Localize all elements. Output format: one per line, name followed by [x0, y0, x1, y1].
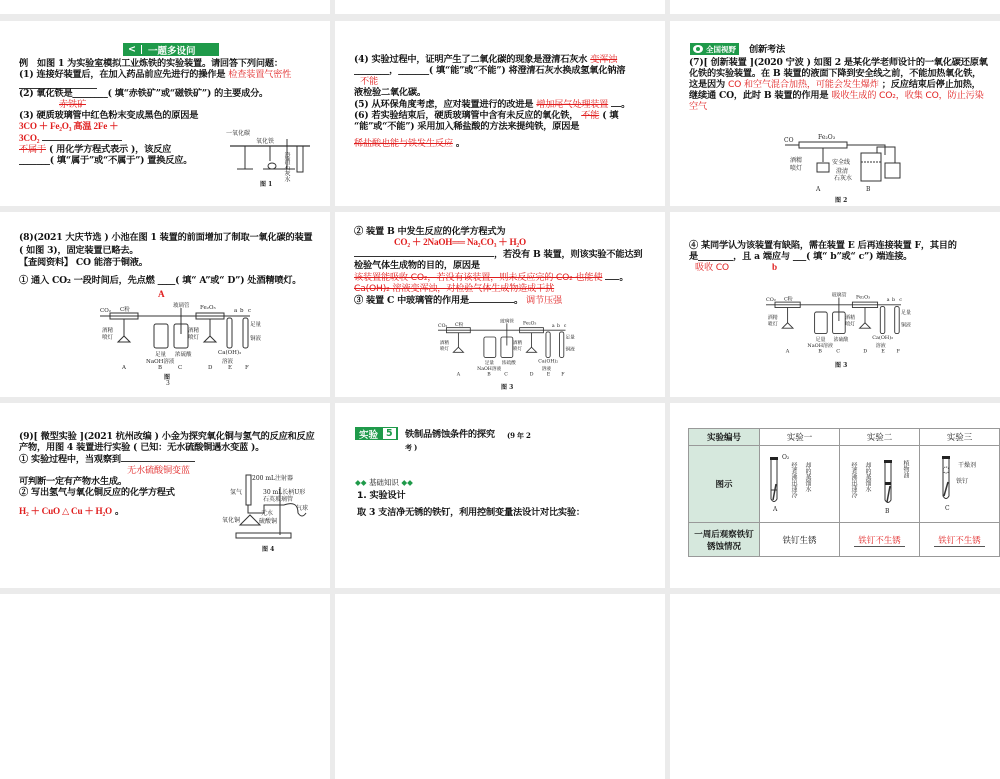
label-device: E [881, 348, 885, 355]
label-lamp-d: 酒精 [845, 315, 856, 321]
slide-thumb-next-3[interactable] [670, 594, 1000, 779]
answer-line [354, 248, 494, 257]
slide-thumb-4[interactable] [0, 212, 330, 397]
nation-view-badge: 全国视野 [690, 43, 739, 55]
label-fe2o3: Fe₂O₃ [200, 305, 216, 311]
label-fe2o3: Fe₂O₃ [856, 294, 871, 301]
label-syringe: 200 mL注射器 [252, 475, 294, 482]
figure-caption: 图 1 [260, 181, 273, 188]
result-cell: 铁钉生锈 [760, 523, 840, 557]
slide-3-text [689, 57, 991, 112]
slide-thumb-3[interactable] [670, 21, 1000, 206]
question-4-cont: ________，_______( 填“能”或“不能”) 将澄清石灰水换成氢氧化钠溶 [354, 65, 626, 76]
label-device: B [158, 365, 163, 371]
result-cell: 铁钉不生锈 [920, 523, 1000, 557]
label-caoh2: Ca(OH)₂ [218, 350, 242, 356]
label-cu: 足量 [901, 310, 911, 316]
question-7: (7)[ 创新装置 ](2020 宁波 ) 如图 2 是某化学老师设计的一氧化碳还原氧 [689, 57, 988, 68]
slide-5-text [354, 226, 656, 306]
eye-icon [693, 45, 703, 53]
answer-9-2-equation: H₂ ＋ CuO △ Cu ＋ H₂O [19, 506, 113, 516]
label-lamp-d: 酒精 [512, 340, 523, 346]
label-lamp-d2: 喷灯 [188, 335, 200, 341]
label-cu2: 铜液 [565, 347, 575, 353]
result-cell: 铁钉不生锈 [840, 523, 920, 557]
label-lamp: 酒精 [790, 157, 803, 164]
question-8-3: ③ 装置 C 中玻璃管的作用是 [354, 295, 469, 306]
label-device: A [122, 365, 126, 371]
slide-thumb-2[interactable] [335, 21, 665, 206]
label-naoh: 足量 [155, 352, 167, 358]
period: 。 [455, 138, 465, 149]
answer-line [605, 271, 619, 280]
label-port: b [892, 297, 896, 303]
question-8: (8)(2021 大庆节选 ) 小池在图 1 装置的前面增加了制取一氧化碳的装置 [19, 232, 313, 243]
question-3-cont2: _______( 填“属于”或“不属于”) 置换反应。 [19, 155, 193, 166]
section-title: 创新考法 [749, 44, 785, 55]
label-c-powder: C粉 [784, 296, 793, 303]
answer-8-2-equation: CO₂ ＋ 2NaOH══ Na₂CO₃ ＋ H₂O [394, 237, 526, 247]
label-naoh: 足量 [484, 360, 495, 366]
label-port: a [551, 323, 555, 329]
figure-cell-c [920, 446, 1000, 523]
label-caoh2-2: 溶液 [875, 343, 886, 349]
label-device: F [561, 371, 565, 377]
table-header: 实验三 [920, 429, 1000, 446]
label-caoh2-2: 溶液 [541, 366, 552, 372]
label-co2: CO₂ [766, 297, 776, 303]
label-device: C [504, 371, 508, 377]
label-port: c [563, 323, 567, 329]
label-a: A [816, 186, 821, 193]
question-8-1: ① 通入 CO₂ 一段时间后，先点燃 ____( 填“ A”或“ D”) 处酒精喷灯。 [19, 275, 302, 286]
label-naoh2: NaOH溶液 [807, 343, 833, 349]
label-co: 一氧化碳 [226, 130, 251, 137]
answer-4: 不属于 [19, 144, 46, 155]
answer-7a: CO 和空气混合加热，可能会发生爆炸 [727, 79, 879, 90]
question-4: (4) 实验过程中，证明产生了二氧化碳的现象是澄清石灰水 [354, 54, 588, 65]
figure-cell-b [840, 446, 920, 523]
period: 。 [115, 506, 125, 517]
question-9-1-cont: 可判断一定有产物水生成。 [19, 476, 127, 487]
question-9: (9)[ 微型实验 ](2021 杭州改编 ) 小金为探究氧化铜与氢气的反应和反应 [19, 431, 315, 442]
label-device: B [818, 348, 822, 355]
figure-caption: 图 [164, 374, 171, 381]
answer-8-4a: 吸收 CO [695, 262, 729, 273]
label-water-2: 却的蒸馏水 [804, 462, 811, 492]
label-cu: 足量 [250, 322, 262, 328]
label-water-2: 却的蒸馏水 [864, 462, 871, 492]
label-utube2: 石英玻璃管 [263, 496, 294, 503]
question-8-4-cont: 是________，且 a 端应与 ___( 填“ b”或“ c”) 端连接。 [689, 251, 913, 262]
label-b: B [885, 508, 890, 515]
answer-line [469, 294, 514, 303]
slide-thumb-6[interactable] [670, 212, 1000, 397]
question-3: (3) 硬质玻璃管中红色粉末变成黑色的原因是 [19, 110, 199, 121]
question-4-cont2: 液检验二氧化碳。 [354, 87, 426, 98]
row-label: 一周后观察铁钉 锈蚀情况 [689, 523, 760, 557]
answer-3-product: 3CO₂ [19, 133, 40, 143]
diamond-icon: ◆◆ [355, 478, 367, 487]
label-a: A [773, 506, 778, 513]
question-2: (2) 氧化铁是________( 填“赤铁矿”或“磁铁矿”) 的主要成分。 [19, 88, 269, 99]
label-c: C [945, 505, 950, 512]
label-device: E [228, 365, 233, 371]
answer-9-1: 无水硫酸铜变蓝 [127, 465, 190, 476]
label-device: F [896, 348, 900, 355]
label-lamp-d: 酒精 [188, 328, 200, 334]
label-device: D [863, 348, 868, 355]
question-6-cont: “能”或“不能”) 采用加入稀盐酸的方法来提纯铁，原因是 [354, 121, 580, 132]
label-port: b [240, 308, 244, 314]
slide-thumb-prev-3[interactable] [670, 0, 1000, 14]
question-8-cont: ( 如图 3)，固定装置已略去。 [19, 245, 139, 256]
experiment-title: 铁制品锈蚀条件的探究 [405, 429, 495, 440]
question-8-2: ② 装置 B 中发生反应的化学方程式为 [354, 226, 506, 237]
slide-thumb-9[interactable] [670, 403, 1000, 588]
label-port: b [557, 323, 561, 329]
question-6-fill: ( 填 [602, 110, 619, 121]
answer-6a: 不能 [581, 110, 600, 121]
label-fe2o3: Fe₂O₃ [523, 320, 537, 326]
label-glass-tube: 玻璃管 [831, 293, 847, 299]
slide-thumb-1[interactable] [0, 21, 330, 206]
figure-3-apparatus [438, 320, 574, 380]
slide-2-text [354, 54, 656, 149]
exam-note-2: 考 ) [405, 443, 418, 452]
label-fe2o3: 氧化铁 [256, 138, 275, 145]
label-balloon: 气球 [296, 505, 309, 512]
answer-8-1: A [158, 289, 165, 299]
label-cu2: 铜液 [250, 336, 262, 342]
share-icon: < [128, 44, 136, 55]
label-lamp-d2: 喷灯 [512, 346, 523, 352]
label-device: A [456, 371, 461, 377]
label-glass-tube: 玻璃管 [500, 319, 515, 325]
label-water: 经煮沸迅速冷 [790, 462, 797, 498]
figure-caption: 图 4 [262, 546, 275, 553]
question-7-cont3: ；反应结束后停止加热， [881, 79, 981, 90]
answer-4b: 不能 [360, 76, 378, 87]
label-lamp2: 喷灯 [767, 321, 778, 328]
answer-5: 增加尾气处理装置 [536, 99, 609, 110]
question-5: (5) 从环保角度考虑，应对装置进行的改进是 [354, 99, 534, 110]
diamond-icon: ◆◆ [401, 478, 413, 487]
answer-4a: 变浑浊 [590, 54, 618, 65]
test-tube-a [765, 454, 835, 514]
slide-thumb-prev-2[interactable] [335, 0, 665, 14]
label-device: E [546, 371, 551, 377]
answer-8-4b: b [771, 262, 777, 272]
label-cuo: 氧化铜 [222, 517, 241, 524]
answer-1: 检查装置气密性 [228, 69, 292, 80]
answer-6b: 稀盐酸也能与铁发生反应 [354, 138, 453, 149]
answer-8-2-reason2: Ca(OH)₂ 溶液变浑浊，对检验气体生成物造成干扰 [354, 283, 555, 294]
section-heading: ◆◆ 基础知识 ◆◆ [355, 478, 413, 487]
question-9-cont: 产物，用图 4 装置进行实验 ( 已知：无水硫酸铜遇水变蓝 )。 [19, 442, 265, 453]
label-lamp: 酒精 [439, 340, 450, 346]
label-cu2: 铜液 [901, 322, 911, 329]
question-8-2-cont2: 检验气体生成物的目的，原因是 [354, 260, 480, 271]
label-limewater: 澄清石灰水 [283, 152, 290, 182]
label-safety-line: 安全线 [832, 159, 851, 166]
question-9-1: ① 实验过程中，当观察到 [19, 454, 121, 465]
slide-thumb-next-2[interactable] [335, 594, 665, 779]
label-limewater2: 石灰水 [834, 175, 853, 182]
slide-6-text [689, 240, 991, 273]
question-8-2-cont: ，若没有 B 装置，则该实验不能达到 [494, 249, 643, 260]
row-label: 图示 [689, 446, 760, 523]
figure-3-apparatus [766, 294, 910, 357]
answer-7b: 吸收生成的 CO₂，收集 CO，防止污染空气 [689, 90, 984, 112]
label-device: D [208, 365, 213, 371]
label-port: a [886, 297, 890, 303]
slide-thumb-next-1[interactable] [0, 594, 330, 779]
label-c-powder: C粉 [455, 322, 464, 328]
question-8-4: ④ 某同学认为该装置有缺陷，需在装置 E 后再连接装置 F，其目的 [689, 240, 957, 251]
question-7-cont2: 这是因为 [689, 79, 725, 90]
label-lamp-d2: 喷灯 [845, 321, 856, 328]
label-lamp2: 喷灯 [790, 165, 803, 172]
label-h2so4: 浓硫酸 [501, 360, 516, 366]
label-port: a [234, 308, 238, 314]
label-device: B [487, 371, 491, 377]
answer-8-2-reason: 该装置能吸收 CO₂，若没有该装置，则未反应完的 CO₂ 也能使 [354, 272, 603, 283]
question-9-2: ② 写出氢气与氧化铜反应的化学方程式 [19, 487, 175, 498]
label-port: c [899, 297, 902, 303]
slide-thumb-prev-1[interactable] [0, 0, 330, 14]
answer-3-equation: 3CO ＋ Fe₂O₃ 高温 2Fe ＋ [19, 121, 119, 131]
experiment-table [688, 428, 1000, 557]
label-cu: 足量 [565, 335, 575, 341]
label-cuso4: 无水 [261, 510, 274, 517]
label-nail: 铁钉 [956, 478, 969, 485]
label-hydrogen: 氢气 [230, 489, 243, 496]
label-co2: CO₂ [438, 323, 448, 329]
exam-note: (9 年 2 [507, 431, 531, 440]
question-3-cont: ( 用化学方程式表示 )，该反应 [48, 144, 172, 155]
label-lamp: 酒精 [767, 315, 778, 321]
table-header: 实验编号 [689, 429, 760, 446]
answer-8-3: 调节压强 [525, 295, 562, 306]
question-6: (6) 若实验结束后，硬质玻璃管中含有未反应的氧化铁， [354, 110, 579, 121]
paragraph: 取 3 支洁净无锈的铁钉，利用控制变量法设计对比实验： [357, 507, 585, 518]
slide-thumb-8[interactable] [335, 403, 665, 588]
label-c-powder: C粉 [120, 307, 130, 313]
label-device: C [836, 348, 840, 355]
label-co: CO [784, 137, 794, 144]
figure-3-apparatus [100, 304, 260, 374]
label-device: D [529, 371, 534, 377]
topic-banner: < 一题多设问 [123, 43, 219, 56]
label-h2so4: 浓硫酸 [833, 337, 849, 343]
label-caoh2-2: 溶液 [222, 359, 234, 365]
label-lamp2: 喷灯 [439, 346, 450, 352]
period: 。 [619, 272, 629, 283]
label-h2so4: 浓硫酸 [175, 352, 192, 358]
reference-note: 【查阅资料】 CO 能溶于铜液。 [19, 257, 148, 268]
answer-line [611, 98, 621, 107]
label-desiccant: 干燥剂 [958, 462, 977, 469]
label-utube: 30 mL长柄U形 [263, 489, 306, 496]
question-1: (1) 连接好装置后，在加入药品前应先进行的操作是 [19, 69, 226, 80]
label-naoh2: NaOH溶液 [146, 359, 175, 365]
question-7-cont: 化铁的实验装置。在 B 装置的液面下降到安全线之前，不能加热氧化铁， [689, 68, 982, 79]
label-device: A [785, 348, 790, 355]
experiment-badge: 实验 5 [355, 427, 398, 440]
label-caoh2: Ca(OH)₂ [872, 335, 894, 341]
label-naoh2: NaOH溶液 [477, 366, 502, 372]
slide-thumb-7[interactable] [0, 403, 330, 588]
label-oil: 植物油 [902, 460, 909, 478]
figure-caption-num: 3 [166, 380, 170, 387]
slide-thumb-5[interactable] [335, 212, 665, 397]
table-header: 实验一 [760, 429, 840, 446]
period: 。 [513, 295, 523, 306]
answer-2: 赤铁矿 [59, 99, 86, 110]
figure-caption: 图 2 [835, 197, 848, 204]
label-water: 经煮沸迅速冷 [850, 462, 857, 498]
figure-caption: 图 3 [501, 384, 514, 391]
label-naoh: 足量 [815, 337, 826, 343]
answer-line [121, 453, 195, 462]
answer-line [42, 132, 122, 141]
label-cuso4-2: 硫酸铜 [259, 518, 278, 525]
label-device: C [178, 365, 183, 371]
label-glass-tube: 玻璃管 [173, 303, 190, 309]
question-7-cont4: 继续通 CO，此时 B 装置的作用是 [689, 90, 829, 101]
label-lamp2: 喷灯 [102, 335, 114, 341]
label-device: F [245, 365, 249, 371]
label-o2: O₂ [782, 454, 790, 461]
label-limewater: 澄清 [836, 168, 849, 175]
subheading: 1. 实验设计 [357, 490, 406, 501]
label-caoh2: Ca(OH)₂ [538, 359, 559, 365]
label-port: c [248, 308, 252, 314]
label-fe2o3: Fe₂O₃ [818, 134, 836, 141]
figure-cell-a [760, 446, 840, 523]
label-b: B [866, 186, 871, 193]
label-co2: CO₂ [100, 308, 111, 314]
label-lamp: 酒精 [102, 328, 114, 334]
table-header: 实验二 [840, 429, 920, 446]
period: 。 [621, 99, 631, 110]
question-intro: 例 如图 1 为实验室模拟工业炼铁的实验装置。请回答下列问题： [19, 58, 283, 69]
figure-caption: 图 3 [835, 362, 848, 369]
